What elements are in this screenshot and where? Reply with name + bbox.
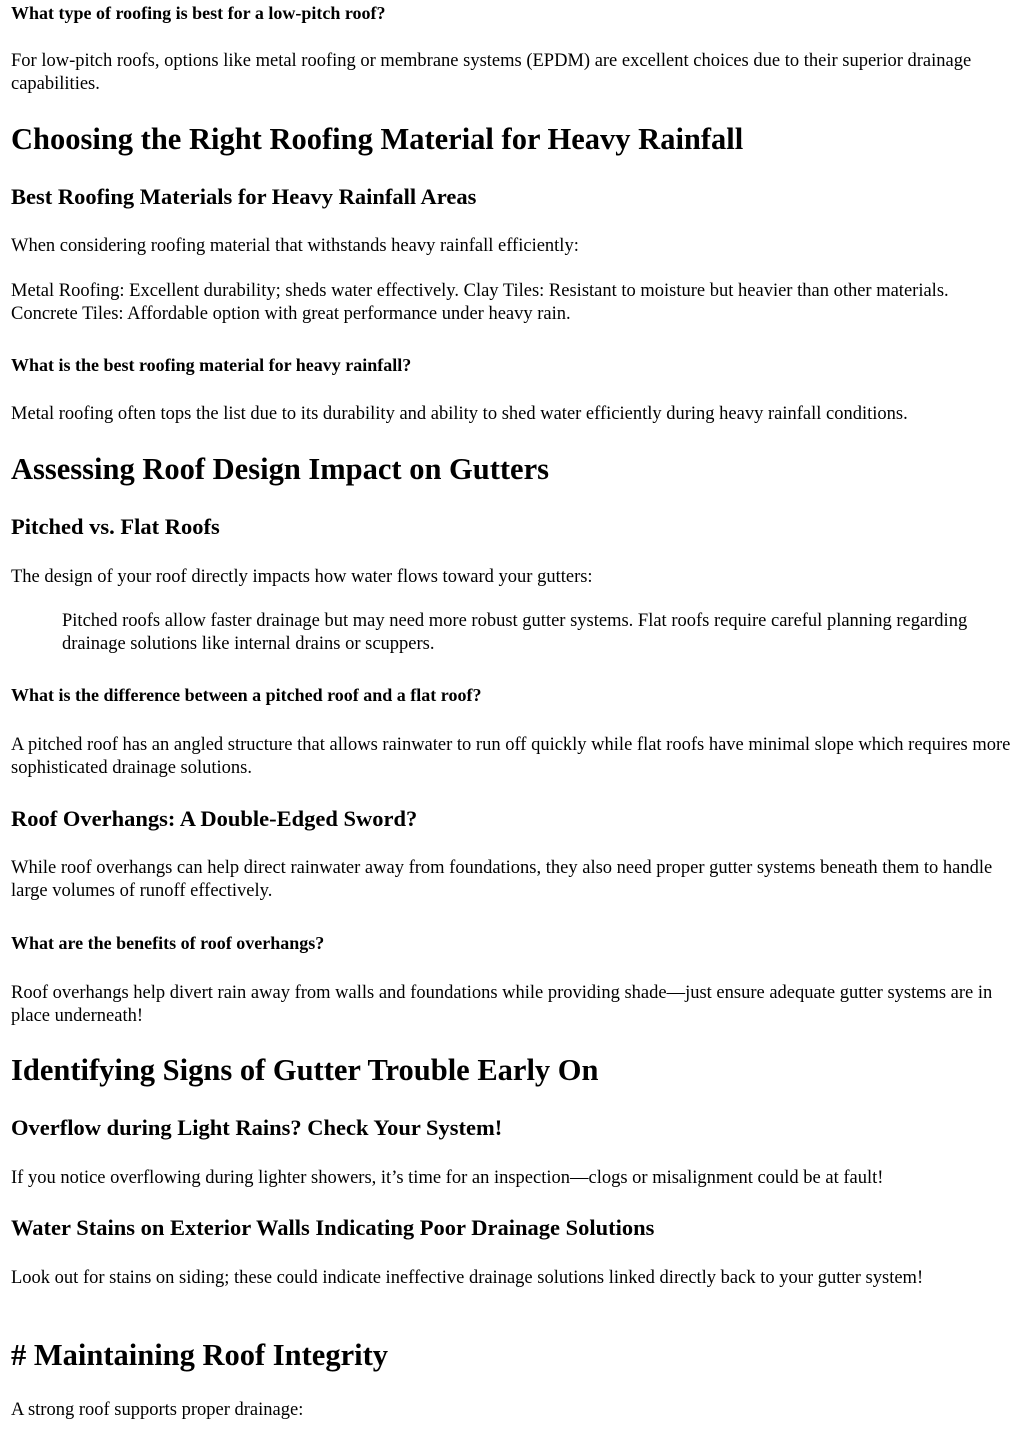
subheading-overflow-light-rain: Overflow during Light Rains? Check Your System! [11,1115,503,1140]
section-heading-roof-design: Assessing Roof Design Impact on Gutters [11,452,549,486]
paragraph-considering-material: When considering roofing material that withstands heavy rainfall efficiently: [11,236,579,256]
subheading-pitched-vs-flat: Pitched vs. Flat Roofs [11,514,220,539]
faq-answer-heavy-rainfall: Metal roofing often tops the list due to its durability and ability to shed water efficiently during heavy rainfall conditions. [11,404,908,424]
indented-paragraph-roof-types: Pitched roofs allow faster drainage but may need more robust gutter systems. Flat roofs require careful planning regarding drainage solutions like internal drains or scuppers. [62,611,968,654]
section-heading-gutter-trouble: Identifying Signs of Gutter Trouble Early On [11,1053,599,1087]
section-heading-heavy-rainfall: Choosing the Right Roofing Material for Heavy Rainfall [11,122,744,156]
faq-answer-overhang-benefits: Roof overhangs help divert rain away from walls and foundations while providing shade—just ensure adequate gutter systems are in place underneath! [11,983,993,1026]
subheading-roof-overhangs: Roof Overhangs: A Double-Edged Sword? [11,806,418,831]
faq-question-low-pitch-roof: What type of roofing is best for a low-pitch roof? [11,3,386,23]
paragraph-strong-roof: A strong roof supports proper drainage: [11,1400,304,1420]
faq-answer-pitched-vs-flat: A pitched roof has an angled structure that allows rainwater to run off quickly while flat roofs have minimal slope which requires more sophisticated drainage solutions. [11,735,1011,778]
section-heading-roof-integrity: # Maintaining Roof Integrity [11,1338,389,1372]
subheading-water-stains: Water Stains on Exterior Walls Indicating Poor Drainage Solutions [11,1215,655,1240]
paragraph-water-stains: Look out for stains on siding; these could indicate ineffective drainage solutions linked directly back to your gutter system! [11,1268,924,1288]
faq-question-overhang-benefits: What are the benefits of roof overhangs? [11,933,325,953]
paragraph-material-list: Metal Roofing: Excellent durability; sheds water effectively. Clay Tiles: Resistant to moisture but heavier than other materials. Concrete Tiles: Affordable option with great performance under heavy rain. [11,281,949,324]
paragraph-overflow: If you notice overflowing during lighter showers, it’s time for an inspection—clogs or misalignment could be at fault! [11,1168,884,1188]
paragraph-roof-overhangs: While roof overhangs can help direct rainwater away from foundations, they also need proper gutter systems beneath them to handle large volumes of runoff effectively. [11,858,993,901]
subheading-best-materials: Best Roofing Materials for Heavy Rainfall Areas [11,184,477,209]
faq-question-pitched-vs-flat: What is the difference between a pitched roof and a flat roof? [11,685,482,705]
faq-answer-low-pitch-roof: For low-pitch roofs, options like metal roofing or membrane systems (EPDM) are excellent choices due to their superior drainage capabilities. [11,51,972,94]
paragraph-roof-design-impact: The design of your roof directly impacts how water flows toward your gutters: [11,567,593,587]
faq-question-heavy-rainfall: What is the best roofing material for heavy rainfall? [11,355,412,375]
